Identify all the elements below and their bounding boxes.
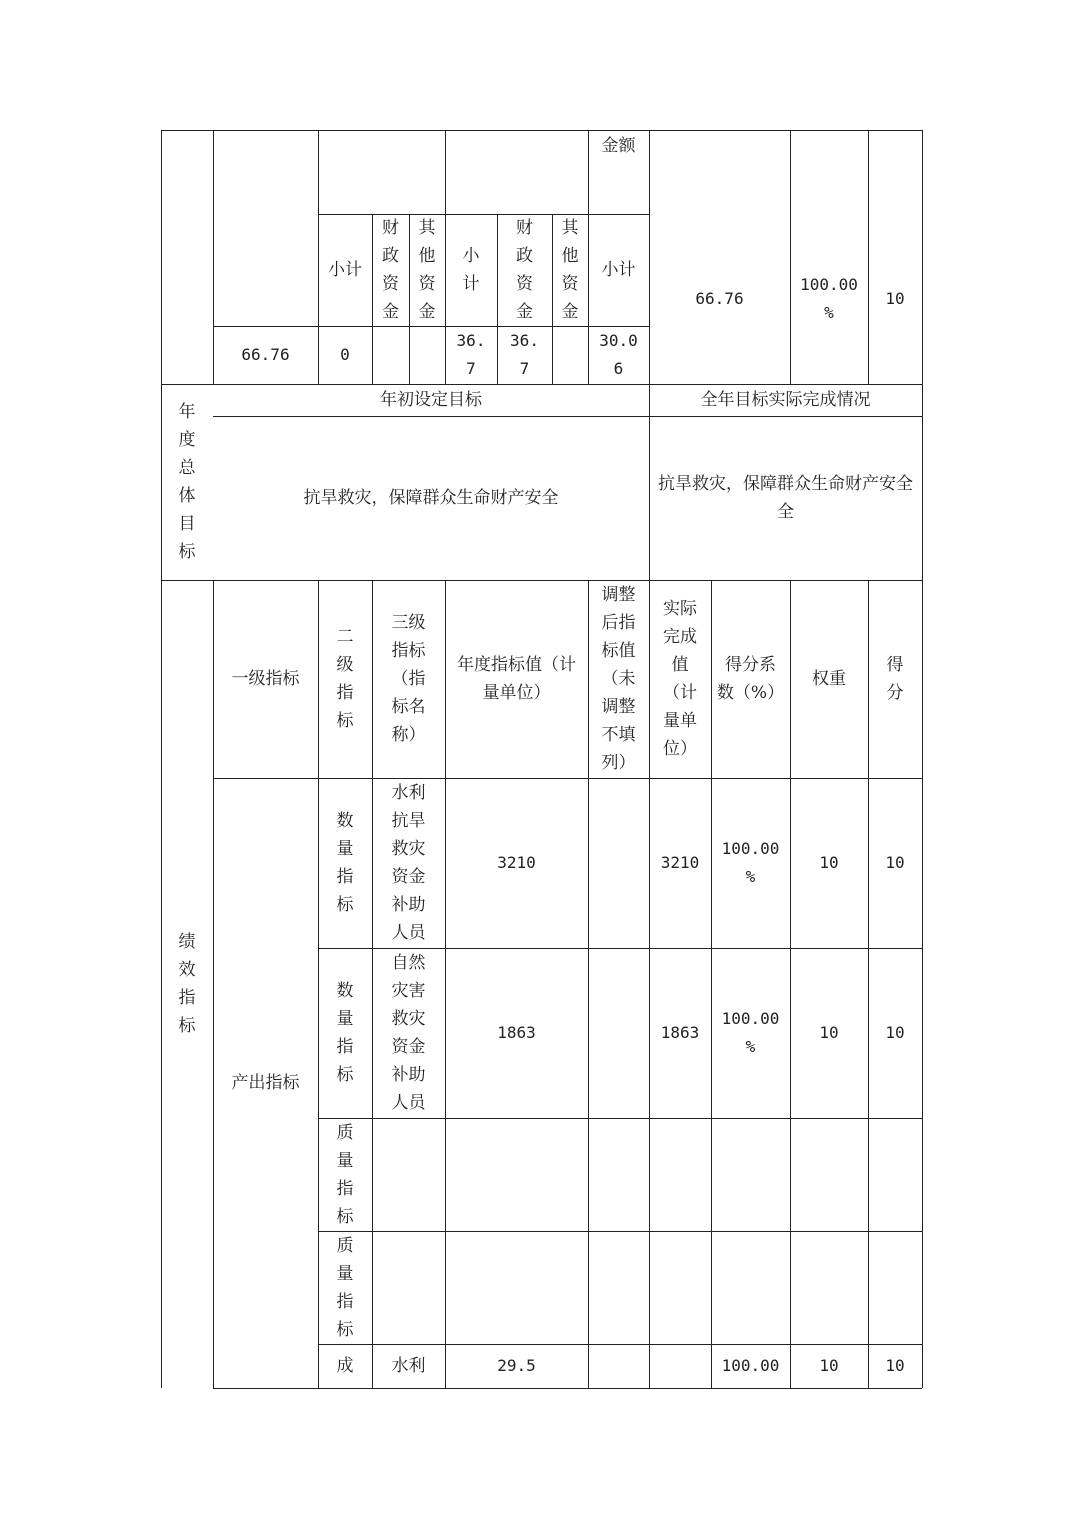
row-4-score-text: 10 (885, 1356, 905, 1375)
amount-header (588, 132, 649, 214)
actual-goal-text-content: 抗旱救灾，保障群众生命财产安全 全 (658, 474, 913, 522)
table-row-4-level3 (372, 1344, 445, 1388)
table-row-1-annual (445, 948, 588, 1118)
fund-v3-text: 36. 7 (510, 331, 539, 378)
fiscal-funds-header-text: 财 政 资 金 (382, 218, 399, 322)
row-1-score-text: 10 (885, 1023, 905, 1042)
table-row-0-actual (649, 778, 711, 948)
table-row-2-annual (445, 1118, 588, 1231)
row-4-level3-text: 水利 (391, 1356, 426, 1376)
row-0-coef-text: 100.00 % (721, 839, 780, 886)
score-coef-header (711, 580, 790, 778)
row-4-weight-text: 10 (819, 1356, 839, 1375)
fund-v3 (497, 326, 552, 384)
annual-goals-label-text: 年 度 总 体 目 标 (178, 402, 196, 562)
table-row-3-weight (790, 1231, 868, 1344)
grid-line (922, 130, 923, 1388)
level1-header-text: 一级指标 (231, 669, 300, 689)
table-row-0-score (868, 778, 922, 948)
grid-line (161, 130, 922, 131)
fund-v1-text: 0 (340, 345, 350, 364)
table-row-1-coef (711, 948, 790, 1118)
actual-value-header (649, 580, 711, 778)
amount-header-text: 金额 (601, 136, 636, 156)
annual-value-header-text: 年度指标值（计 量单位） (457, 655, 576, 703)
grid-line (213, 1388, 922, 1389)
other-funds-2-header-text: 其 他 资 金 (561, 218, 579, 322)
execution-rate (790, 214, 868, 384)
table-row-2-level3 (372, 1118, 445, 1231)
output-indicator-label-text: 产出指标 (231, 1073, 300, 1093)
table-row-3-level2 (318, 1231, 372, 1344)
other-funds-header-text: 其 他 资 金 (418, 218, 436, 322)
row-1-coef-text: 100.00 % (721, 1009, 780, 1056)
table-row-2-actual (649, 1118, 711, 1231)
table-row-2-score (868, 1118, 922, 1231)
table-row-4-weight (790, 1344, 868, 1388)
row-1-actual-text: 1863 (660, 1023, 700, 1042)
table-row-4-annual (445, 1344, 588, 1388)
subtotal-3-header (588, 214, 649, 326)
table-row-1-level2 (318, 948, 372, 1118)
row-0-level2-text: 数 量 指 标 (336, 811, 354, 915)
table-row-1-score (868, 948, 922, 1118)
table-row-0-adjusted (588, 778, 649, 948)
row-4-coef-text: 100.00 (721, 1356, 780, 1375)
row-1-weight-text: 10 (819, 1023, 839, 1042)
row-1-level3-text: 自然 灾害 救灾 资金 补助 人员 (391, 953, 426, 1113)
table-row-4-level2 (318, 1344, 372, 1388)
total-amount (649, 214, 790, 384)
initial-goal-header-text: 年初设定目标 (380, 390, 482, 410)
row-1-level2-text: 数 量 指 标 (336, 981, 354, 1085)
row-4-level2-text: 成 (336, 1356, 354, 1376)
table-row-3-score (868, 1231, 922, 1344)
fund-v2-text: 36. 7 (456, 331, 486, 378)
adjusted-value-header-text: 调整 后指 标值 （未 调整 不填 列） (601, 585, 636, 773)
execution-rate-text: 100.00 % (800, 275, 858, 322)
level1-header (213, 580, 318, 778)
table-row-1-adjusted (588, 948, 649, 1118)
annual-goals-label (161, 384, 213, 580)
output-indicator-label (213, 778, 318, 1388)
score-coef-header-text: 得分系 数（%） (716, 655, 785, 703)
level3-header-text: 三级 指标 （指 标名 称） (391, 613, 426, 745)
table-row-1-actual (649, 948, 711, 1118)
fund-v2 (445, 326, 497, 384)
row-0-level3-text: 水利 抗旱 救灾 资金 补助 人员 (391, 783, 426, 943)
table-row-2-coef (711, 1118, 790, 1231)
table-row-4-coef (711, 1344, 790, 1388)
annual-value-header (445, 580, 588, 778)
actual-goal-header (649, 384, 922, 416)
actual-value-header-text: 实际 完成 值 （计 量单 位） (663, 599, 697, 759)
actual-goal-text (649, 416, 922, 580)
table-row-2-adjusted (588, 1118, 649, 1231)
row-0-actual-text: 3210 (660, 853, 700, 872)
row-1-annual-text: 1863 (497, 1023, 536, 1042)
row-4-annual-text: 29.5 (497, 1356, 536, 1375)
weight-header-text: 权重 (812, 669, 846, 689)
row-3-level2-text: 质 量 指 标 (336, 1235, 354, 1340)
row-2-level2-text: 质 量 指 标 (336, 1122, 354, 1227)
table-row-0-coef (711, 778, 790, 948)
table-row-2-level2 (318, 1118, 372, 1231)
score-header (868, 580, 922, 778)
total-amount-text: 66.76 (695, 289, 744, 308)
table-row-2-weight (790, 1118, 868, 1231)
table-row-1-level3 (372, 948, 445, 1118)
fund-v4-text: 30.0 6 (599, 331, 638, 378)
level3-header (372, 580, 445, 778)
budget-score (868, 214, 922, 384)
fund-v1 (318, 326, 372, 384)
initial-goal-text-content: 抗旱救灾，保障群众生命财产安全 (303, 488, 559, 508)
table-row-0-annual (445, 778, 588, 948)
fund-v4 (588, 326, 649, 384)
actual-goal-header-text: 全年目标实际完成情况 (700, 390, 871, 410)
table-row-3-level3 (372, 1231, 445, 1344)
subtotal-header-text: 小计 (328, 260, 362, 280)
row-0-annual-text: 3210 (497, 853, 536, 872)
initial-goal-text (213, 416, 649, 580)
subtotal-2-header (445, 214, 497, 326)
table-row-3-adjusted (588, 1231, 649, 1344)
fiscal-funds-header (372, 214, 409, 326)
table-row-4-adjusted (588, 1344, 649, 1388)
score-header-text: 得 分 (886, 655, 904, 703)
subtotal-header (318, 214, 372, 326)
row-0-score-text: 10 (885, 853, 905, 872)
fund-total (213, 326, 318, 384)
table-row-1-weight (790, 948, 868, 1118)
performance-indicators-label (161, 580, 213, 1388)
initial-goal-header (213, 384, 649, 416)
table-row-4-actual (649, 1344, 711, 1388)
table-row-3-actual (649, 1231, 711, 1344)
table-row-3-annual (445, 1231, 588, 1344)
subtotal-2-header-text: 小 计 (462, 246, 480, 294)
fund-total-text: 66.76 (241, 345, 290, 364)
subtotal-3-header-text: 小计 (601, 260, 636, 280)
fiscal-funds-2-header-text: 财 政 资 金 (516, 218, 533, 322)
budget-score-text: 10 (885, 289, 905, 308)
other-funds-header (409, 214, 445, 326)
level2-header (318, 580, 372, 778)
adjusted-value-header (588, 580, 649, 778)
row-0-weight-text: 10 (819, 853, 839, 872)
table-row-3-coef (711, 1231, 790, 1344)
weight-header (790, 580, 868, 778)
table-row-0-weight (790, 778, 868, 948)
other-funds-2-header (552, 214, 588, 326)
level2-header-text: 二 级 指 标 (336, 627, 354, 731)
performance-indicators-label-text: 绩 效 指 标 (178, 932, 196, 1036)
table-row-0-level3 (372, 778, 445, 948)
table-row-0-level2 (318, 778, 372, 948)
fiscal-funds-2-header (497, 214, 552, 326)
table-row-4-score (868, 1344, 922, 1388)
